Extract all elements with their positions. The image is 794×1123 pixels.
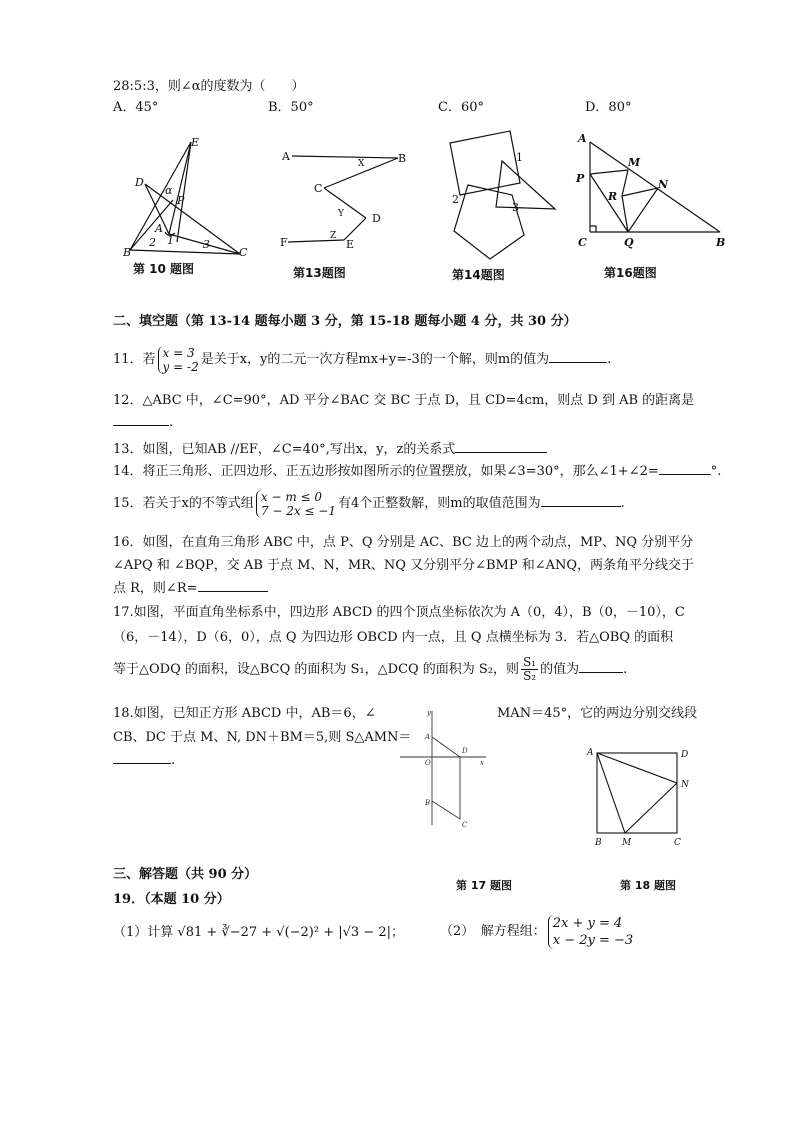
- q13-text: 13．如图，已知AB //EF，∠C=40°,写出x，y，z的关系式: [113, 442, 456, 457]
- fig13-label-a: A: [282, 150, 290, 163]
- q12-line1: 12．△ABC 中，∠C=90°，AD 平分∠BAC 交 BC 于点 D，且 CD=4cm，则点 D 到 AB 的距离是: [113, 393, 695, 408]
- figure-16: [572, 128, 732, 253]
- q13: [113, 441, 547, 459]
- fig10-label-c: C: [239, 246, 248, 259]
- fig13-caption: 第13题图: [293, 266, 346, 280]
- q11-eq1: x = 3: [162, 345, 195, 360]
- figure-18: [585, 745, 695, 850]
- fig10-label-2: 2: [149, 236, 156, 249]
- q14-end: °.: [710, 464, 722, 479]
- fig10-label-1: 1: [167, 234, 174, 247]
- fig17-label-y: y: [427, 709, 431, 717]
- figure-14: [440, 125, 565, 263]
- q11-eq2: y = -2: [162, 359, 199, 374]
- fig10-label-b: B: [123, 246, 132, 259]
- fig10-label-p: P: [177, 194, 185, 207]
- q19-system: [548, 915, 633, 949]
- q18-line1-pre: 18.如图，已知正方形 ABCD 中，AB＝6，∠: [113, 706, 376, 721]
- fig16-label-r: R: [608, 190, 618, 203]
- fig18-label-m: M: [622, 838, 632, 848]
- figure-13: [280, 148, 410, 253]
- q18-end: .: [171, 753, 176, 768]
- q15-post: 有4个正整数解，则m的取值范围为: [337, 496, 541, 511]
- q18-line1-post: MAN＝45°，它的两边分别交线段: [497, 706, 698, 721]
- q11-post: 是关于x，y的二元一次方程mx+y=-3的一个解，则m的值为: [200, 352, 550, 367]
- fig13-label-f: F: [280, 236, 288, 249]
- fig13-label-x: X: [358, 159, 365, 169]
- q17-line1: 17.如图，平面直角坐标系中，四边形 ABCD 的四个顶点坐标依次为 A（0，4），B（0，－10），C: [113, 605, 685, 620]
- fig16-label-a: A: [578, 132, 587, 145]
- q11-answer-blank: [549, 362, 607, 363]
- fig10-label-a: A: [155, 222, 163, 235]
- fig16-label-p: P: [576, 172, 585, 185]
- fig13-label-b: B: [398, 152, 407, 165]
- q18-line2: CB、DC 于点 M、N, DN＋BM＝5,则 S△AMN＝: [113, 730, 412, 745]
- q18-line3: [113, 752, 175, 770]
- q17-line3: [113, 654, 627, 686]
- fig10-label-e: E: [191, 136, 200, 149]
- q14-answer-blank: [659, 474, 711, 475]
- q16-line3-text: 点 R，则∠R=: [113, 581, 198, 596]
- fig13-label-c: C: [314, 182, 323, 195]
- q19-eq2: x − 2y = −3: [552, 932, 634, 948]
- q17-fraction: [521, 656, 538, 683]
- q19-eq1: 2x + y = 4: [552, 915, 623, 931]
- q17-answer-blank: [579, 672, 623, 673]
- q10-stem: 28:5:3，则∠α的度数为（ ）: [113, 79, 305, 94]
- q12-answer-blank: [113, 425, 169, 426]
- q16-line3: [113, 580, 268, 598]
- fig14-caption: 第14题图: [452, 268, 505, 282]
- fig18-label-c: C: [674, 838, 681, 848]
- q19-part1: [113, 924, 404, 942]
- fig18-label-d: D: [681, 750, 689, 760]
- q10-option-a: A．45°: [113, 100, 159, 115]
- q15-eq2: 7 − 2x ≤ −1: [260, 503, 336, 518]
- fig13-label-d: D: [372, 212, 381, 225]
- fig16-caption: 第16题图: [604, 266, 657, 280]
- q17-end: .: [623, 662, 628, 677]
- q15-pre: 15．若关于x的不等式组: [113, 496, 254, 511]
- fig10-label-3: 3: [203, 238, 210, 251]
- fig17-caption: 第 17 题图: [456, 879, 512, 892]
- q19-title: 19．（本题 10 分）: [113, 892, 230, 907]
- q19-part1-label: （1）计算: [113, 925, 174, 940]
- q15-end: .: [620, 496, 625, 511]
- fig16-label-n: N: [658, 178, 669, 191]
- section3-heading: 三、解答题（共 90 分）: [113, 867, 258, 882]
- q15: [113, 488, 625, 520]
- q10-option-d: D．80°: [585, 100, 632, 115]
- q11-end: .: [607, 352, 612, 367]
- q15-answer-blank: [541, 506, 621, 507]
- fig13-label-e: E: [346, 238, 355, 251]
- q18-answer-blank: [113, 763, 171, 764]
- fig18-label-n: N: [681, 780, 689, 790]
- q14: [113, 463, 721, 481]
- q16-answer-blank: [198, 591, 268, 592]
- q13-answer-blank: [455, 452, 547, 453]
- q11-system: [158, 346, 199, 374]
- q16-line2: ∠APQ 和 ∠BQP，交 AB 于点 M、N，MR、NQ 又分别平分∠BMP 和∠ANQ，两条角平分线交于: [113, 558, 695, 573]
- fig17-label-d: D: [462, 747, 468, 755]
- fig17-label-o: O: [425, 759, 431, 767]
- fig10-label-alpha: α: [165, 184, 173, 197]
- q17-denominator: S₂: [523, 669, 537, 683]
- q15-eq1: x − m ≤ 0: [260, 489, 323, 504]
- fig17-label-b: B: [425, 799, 431, 807]
- q11-pre: 11．若: [113, 352, 156, 367]
- fig14-label-1: 1: [516, 151, 523, 164]
- fig18-caption: 第 18 题图: [620, 879, 676, 892]
- figure-17: [400, 705, 490, 830]
- q17-line3-pre: 等于△ODQ 的面积，设△BCQ 的面积为 S₁，△DCQ 的面积为 S₂，则: [113, 662, 520, 677]
- q19-part2-label: （2） 解方程组：: [440, 924, 546, 939]
- q11: [113, 344, 611, 376]
- fig16-label-b: B: [716, 236, 726, 249]
- q19-part2: [440, 912, 635, 952]
- q10-option-b: B．50°: [268, 100, 314, 115]
- q12-line2: [113, 414, 173, 432]
- fig13-label-z: Z: [330, 231, 337, 241]
- q14-text: 14．将正三角形、正四边形、正五边形按如图所示的位置摆放，如果∠3=30°，那么∠1+∠2=: [113, 464, 659, 479]
- fig18-label-b: B: [595, 838, 602, 848]
- q10-option-c: C．60°: [438, 100, 484, 115]
- fig13-label-y: Y: [338, 209, 344, 219]
- q17-line3-post: 的值为: [540, 662, 580, 677]
- fig17-label-c: C: [462, 821, 468, 829]
- section2-heading: 二、填空题（第 13-14 题每小题 3 分，第 15-18 题每小题 4 分，共 30 分）: [113, 314, 577, 329]
- fig16-label-c: C: [578, 236, 587, 249]
- q16-line1: 16．如图，在直角三角形 ABC 中，点 P、Q 分别是 AC、BC 边上的两个动点，MP、NQ 分别平分: [113, 535, 694, 550]
- fig14-label-3: 3: [512, 201, 519, 214]
- fig16-label-m: M: [628, 156, 641, 169]
- fig10-label-d: D: [135, 176, 144, 189]
- q12-end: .: [169, 415, 174, 430]
- fig14-label-2: 2: [452, 193, 459, 206]
- q17-line2: （6，－14），D（6，0），点 Q 为四边形 OBCD 内一点，且 Q 点横坐标为 3．若△OBQ 的面积: [113, 630, 674, 645]
- q15-system: [256, 490, 336, 518]
- fig10-caption: 第 10 题图: [133, 262, 195, 276]
- q17-numerator: S₁: [523, 655, 537, 669]
- figure-10: [115, 132, 255, 262]
- q19-part1-expression: √81 + ∛−27 + √(−2)² + |√3 − 2|；: [177, 925, 404, 940]
- fig17-label-a: A: [425, 733, 431, 741]
- fig17-label-x: x: [480, 759, 484, 767]
- fig18-label-a: A: [587, 748, 594, 758]
- fig16-label-q: Q: [624, 236, 634, 249]
